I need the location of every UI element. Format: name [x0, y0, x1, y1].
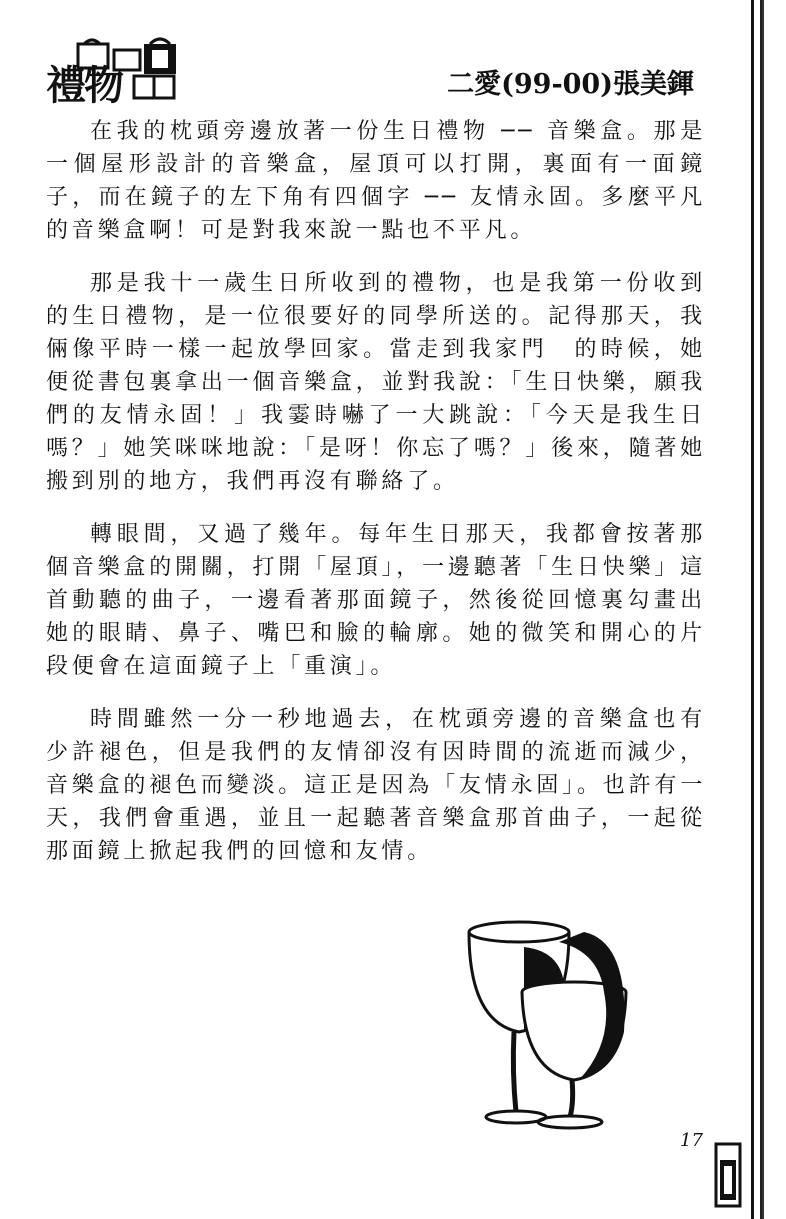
page-edge: [751, 0, 786, 1219]
paragraph-2: 那是我十一歲生日所收到的禮物，也是我第一份收到的生日禮物，是一位很要好的同學所送的。記得那天，我倆像平時一樣一起放學回家。當走到我家門 的時候，她便從書包裏拿出一個音樂盒，並對我說：「生日快樂，願我們的友情永固！」我霎時嚇了一大跳說：「今天是我生日嗎？」她笑咪咪地說：「是呀！你忘了嗎？」後來，隨著她搬到別的地方，我們再沒有聯絡了。: [46, 271, 706, 494]
binding-line: [760, 0, 762, 1219]
title-logo: [44, 36, 194, 109]
logo-title: 禮物: [46, 62, 122, 109]
paragraph-3: 轉眼間，又過了幾年。每年生日那天，我都會按著那個音樂盒的開關，打開「屋頂」，一邊聽著「生日快樂」這首動聽的曲子，一邊看著那面鏡子，然後從回憶裏勾畫出她的眼睛、鼻子、嘴巴和臉的輪廓。她的微笑和開心的片段便會在這面鏡子上「重演」。: [46, 522, 706, 679]
wine-glass-icon: [464, 912, 644, 1132]
paragraph-1: 在我的枕頭旁邊放著一份生日禮物 ── 音樂盒。那是一個屋形設計的音樂盒，屋頂可以打開，裏面有一面鏡子，而在鏡子的左下角有四個字 ── 友情永固。多麼平凡的音樂盒啊！可是對我來說一點也不平凡。: [46, 119, 706, 243]
author-line: 二愛(99-00)張美鍕: [447, 69, 694, 100]
page-tab-marker: [710, 1140, 746, 1210]
wine-glasses-illustration: [464, 912, 644, 1132]
essay-body: [46, 115, 706, 888]
page-number: 17: [680, 1130, 703, 1151]
page-edge-line: [762, 0, 764, 1219]
page-tab: [710, 1140, 746, 1210]
paragraph-4: 時間雖然一分一秒地過去，在枕頭旁邊的音樂盒也有少許褪色，但是我們的友情卻沒有因時間的流逝而減少，音樂盒的褪色而變淡。這正是因為「友情永固」。也許有一天，我們會重遇，並且一起聽著音樂盒那首曲子，一起從那面鏡上掀起我們的回憶和友情。: [46, 707, 706, 864]
